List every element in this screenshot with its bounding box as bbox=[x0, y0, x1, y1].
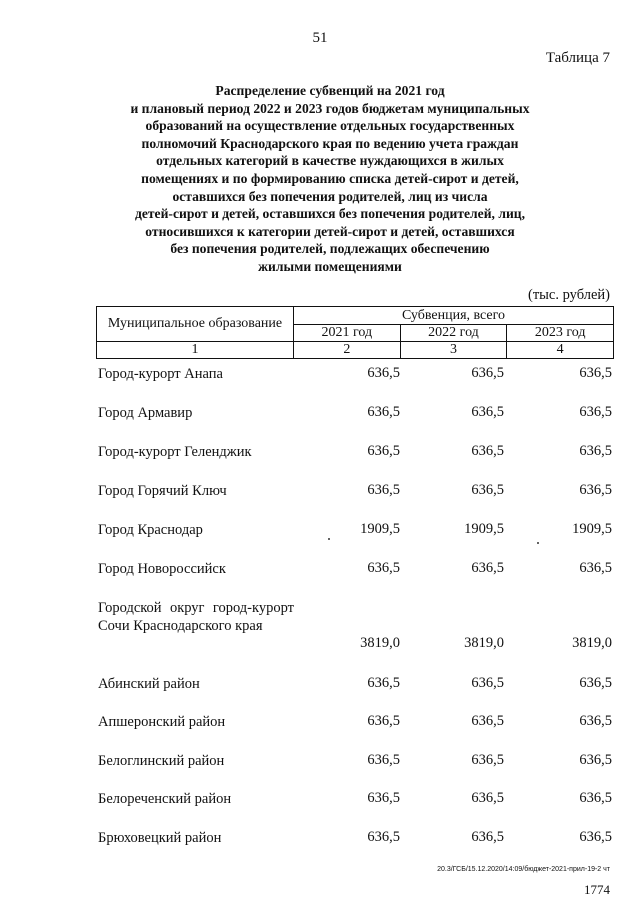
header-col-number: 1 bbox=[97, 342, 294, 359]
header-municipality: Муниципальное образование bbox=[97, 307, 294, 342]
title-line: полномочий Краснодарского края по ведению учета граждан bbox=[141, 135, 519, 151]
title-line: детей-сирот и детей, оставшихся без попечения родителей, лиц, bbox=[134, 206, 526, 222]
title-line: оставшихся без попечения родителей, лиц из числа bbox=[172, 188, 488, 204]
value-2021: 1909,5 bbox=[360, 521, 400, 537]
value-2023: 3819,0 bbox=[572, 635, 612, 651]
table-row bbox=[96, 560, 614, 580]
footer-sheet-number: 1774 bbox=[584, 882, 610, 897]
value-2021: 636,5 bbox=[367, 482, 400, 498]
title-line: Распределение субвенций на 2021 год bbox=[215, 83, 445, 98]
table-row bbox=[96, 713, 614, 733]
municipality-name: Брюховецкий район bbox=[98, 830, 222, 846]
table-label: Таблица 7 bbox=[545, 50, 610, 66]
value-2023: 636,5 bbox=[579, 482, 612, 498]
value-2021: 636,5 bbox=[367, 790, 400, 806]
scan-speck bbox=[328, 538, 330, 540]
document-title bbox=[90, 82, 570, 276]
header-subvention-total: Субвенция, всего bbox=[294, 307, 614, 325]
units-label: (тыс. рублей) bbox=[528, 287, 610, 303]
scan-speck bbox=[537, 542, 539, 544]
value-2022: 636,5 bbox=[471, 482, 504, 498]
value-2023: 636,5 bbox=[579, 675, 612, 691]
value-2022: 636,5 bbox=[471, 675, 504, 691]
municipality-name: Город Армавир bbox=[98, 405, 193, 421]
value-2022: 636,5 bbox=[471, 560, 504, 576]
municipality-name: Город Новороссийск bbox=[98, 561, 226, 577]
value-2021: 636,5 bbox=[367, 443, 400, 459]
title-line: образований на осуществление отдельных государственных bbox=[145, 118, 515, 134]
value-2022: 636,5 bbox=[471, 752, 504, 768]
municipality-name: Городской округ город-курорт Сочи Краснодарского края bbox=[98, 600, 294, 634]
value-2023: 636,5 bbox=[579, 443, 612, 459]
table-row bbox=[96, 482, 614, 502]
header-year-2022: 2022 год bbox=[400, 325, 507, 342]
value-2022: 636,5 bbox=[471, 443, 504, 459]
value-2021: 636,5 bbox=[367, 560, 400, 576]
title-line: жилыми помещениями bbox=[258, 258, 402, 274]
table-row bbox=[96, 404, 614, 424]
value-2023: 636,5 bbox=[579, 752, 612, 768]
municipality-name: Город-курорт Анапа bbox=[98, 366, 223, 382]
municipality-name: Белореченский район bbox=[98, 791, 232, 807]
value-2021: 636,5 bbox=[367, 713, 400, 729]
header-col-number: 2 bbox=[294, 342, 401, 359]
value-2023: 636,5 bbox=[579, 713, 612, 729]
value-2022: 3819,0 bbox=[464, 635, 504, 651]
header-col-number: 4 bbox=[507, 342, 614, 359]
table-row bbox=[96, 752, 614, 772]
value-2023: 636,5 bbox=[579, 404, 612, 420]
header-year-2021: 2021 год bbox=[294, 325, 401, 342]
municipality-name: Апшеронский район bbox=[98, 714, 226, 730]
value-2023: 636,5 bbox=[579, 560, 612, 576]
table-row bbox=[96, 675, 614, 695]
table-row bbox=[96, 365, 614, 385]
table-row bbox=[96, 790, 614, 810]
page-number: 51 bbox=[312, 30, 328, 46]
table-row bbox=[96, 599, 614, 659]
value-2021: 636,5 bbox=[367, 675, 400, 691]
value-2023: 636,5 bbox=[579, 790, 612, 806]
title-line: отдельных категорий в качестве нуждающихся в жилых bbox=[156, 153, 504, 169]
value-2021: 3819,0 bbox=[360, 635, 400, 651]
municipality-name: Абинский район bbox=[98, 676, 200, 692]
value-2023: 636,5 bbox=[579, 829, 612, 845]
value-2021: 636,5 bbox=[367, 752, 400, 768]
value-2022: 636,5 bbox=[471, 404, 504, 420]
title-line: без попечения родителей, подлежащих обеспечению bbox=[170, 241, 490, 257]
header-col-number: 3 bbox=[400, 342, 507, 359]
value-2022: 636,5 bbox=[471, 365, 504, 381]
table-row bbox=[96, 521, 614, 541]
value-2022: 636,5 bbox=[471, 713, 504, 729]
table-row bbox=[96, 443, 614, 463]
value-2021: 636,5 bbox=[367, 404, 400, 420]
municipality-name: Белоглинский район bbox=[98, 753, 225, 769]
municipality-name: Город Горячий Ключ bbox=[98, 483, 227, 499]
municipality-name: Город-курорт Геленджик bbox=[98, 444, 252, 460]
title-line: относившихся к категории детей-сирот и детей, оставшихся bbox=[145, 223, 515, 239]
value-2023: 636,5 bbox=[579, 365, 612, 381]
table-row bbox=[96, 829, 614, 849]
table-header bbox=[96, 306, 614, 359]
title-line: помещениях и по формированию списка детей-сирот и детей, bbox=[141, 170, 519, 186]
title-line: и плановый период 2022 и 2023 годов бюджетам муниципальных bbox=[130, 100, 530, 116]
value-2022: 636,5 bbox=[471, 829, 504, 845]
value-2022: 1909,5 bbox=[464, 521, 504, 537]
footer-document-code: 20.3/ГСБ/15.12.2020/14:09/бюджет-2021-прил-19-2 чт bbox=[437, 866, 610, 873]
header-year-2023: 2023 год bbox=[507, 325, 614, 342]
municipality-name: Город Краснодар bbox=[98, 522, 203, 538]
value-2022: 636,5 bbox=[471, 790, 504, 806]
value-2021: 636,5 bbox=[367, 829, 400, 845]
value-2021: 636,5 bbox=[367, 365, 400, 381]
value-2023: 1909,5 bbox=[572, 521, 612, 537]
